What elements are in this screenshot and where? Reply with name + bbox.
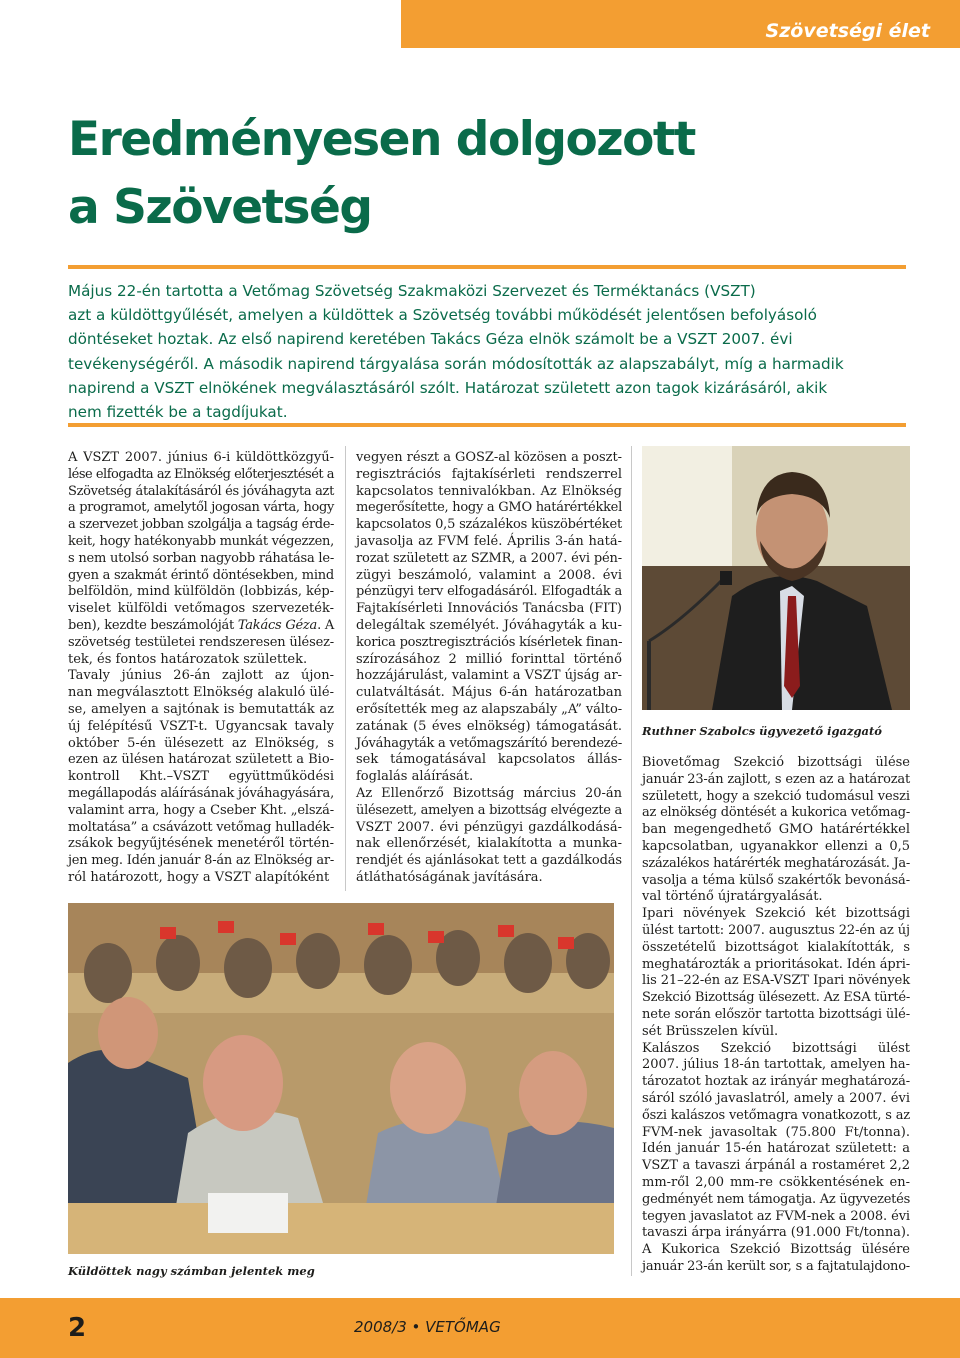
column-divider	[345, 446, 346, 891]
lead-paragraph	[68, 279, 913, 424]
body-text-line: kontroll Kht.–VSZT együttműködési	[68, 769, 334, 785]
body-text-line: jen meg. Idén január 8-án az Elnökség ar-	[68, 853, 334, 869]
body-column-1	[68, 450, 334, 887]
body-text-line: ban megengedhető GMO határértékkel	[642, 822, 910, 838]
body-text-line: hozzájárulást, valamint a VSZT újság ar-	[356, 668, 622, 684]
column-divider	[631, 446, 632, 1276]
body-text-line: új felépítésű VSZT-t. Ugyancsak tavaly	[68, 718, 334, 734]
lead-line: döntéseket hoztak. Az első napirend keretében Takács Géza elnök számolt be a VSZT 2007. évi	[68, 330, 793, 349]
body-text-line: vasolja a téma külső szakértők bevonásá-	[642, 872, 910, 888]
body-text-line: rozat született az SZMR, a 2007. évi pén-	[356, 550, 622, 566]
body-text-line: Jóváhagyták a vetőmagszárító berendezé-	[356, 735, 622, 751]
body-text-line: ben), kezdte beszámolóját Takács Géza. A	[68, 617, 334, 633]
body-text-line: tározatot hoztak az irányár meghatározá-	[642, 1074, 910, 1090]
body-text-line: zügyi beszámoló, valamint a 2008. évi	[356, 567, 622, 583]
body-text-line: megerősítette, hogy a GMO határértékkel	[356, 500, 622, 516]
body-text-line: s nem utolsó sorban nagyobb ráhatása le-	[68, 550, 334, 566]
body-text-line: belföldön, mind külföldön (lobbizás, kép-	[68, 584, 334, 600]
section-label: Szövetségi élet	[765, 20, 930, 42]
body-text-line: kapcsolatos tennivalókban. Az Elnökség	[356, 483, 622, 499]
body-text-line: Kalászos Szekció bizottsági ülést	[642, 1040, 910, 1056]
body-text-line: a programot, amelytől jogosan várta, hogy	[68, 500, 334, 516]
body-text-line: átláthatóságának javítására.	[356, 869, 543, 885]
body-text-line: keit, hogy hatékonyabb munkát végezzen,	[68, 533, 334, 549]
body-text-line: Fajtakísérleti Innovációs Tanácsba (FIT)	[356, 601, 622, 617]
headline-line-2: a Szövetség	[68, 180, 372, 235]
body-text-line: vegyen részt a GOSZ-al közösen a poszt-	[356, 450, 622, 465]
body-column-2	[356, 450, 622, 887]
body-text-line: VSZT 2007. évi pénzügyi gazdálkodásá-	[356, 819, 622, 835]
body-text-line: zsákok begyűjtésének menetéről történ-	[68, 836, 334, 852]
headline	[68, 106, 908, 242]
body-text-line: meghatározták a prioritásokat. Idén ápri-	[642, 956, 911, 972]
lead-line: azt a küldöttgyűlését, amelyen a küldöttek a Szövetség további működését jelentősen befolyásoló	[68, 306, 817, 325]
body-text-line: delegáltak személyét. Jóváhagyták a ku-	[356, 617, 622, 633]
body-text-line: viselet külföldi vetőmagos szervezeték-	[68, 601, 334, 617]
body-text-line: Az Ellenőrző Bizottság március 20-án	[356, 785, 622, 801]
section-tab	[401, 0, 960, 48]
body-text-line: sét Brüsszelen kívül.	[642, 1023, 779, 1039]
body-text-line: október 5-én ülésezett az Elnökség, s	[68, 735, 334, 751]
speaker-photo	[642, 446, 910, 710]
body-text-line: lis 21–22-én az ESA-VSZT Ipari növények	[642, 973, 910, 989]
body-text-line: született, hogy a szekció tudomásul veszi	[642, 788, 910, 804]
body-text-line: culatváltását. Május 6-án határozatban	[356, 685, 622, 701]
body-text-line: Tavaly június 26-án zajlott az újon-	[68, 668, 334, 684]
body-text-line: lése elfogadta az Elnökség előterjesztését a	[68, 466, 334, 482]
body-text-line: ülésezett, amelyen a bizottság elvégezte a	[356, 802, 622, 818]
page-number: 2	[68, 1313, 87, 1343]
body-text-line: sáról szóló javaslatról, amely a 2007. évi	[642, 1090, 910, 1106]
body-text-line: pénzügyi terv elfogadásáról. Elfogadták a	[356, 584, 622, 600]
body-text-line: zatának (5 éves elnökség) támogatását.	[356, 718, 622, 734]
lead-line: Május 22-én tartotta a Vetőmag Szövetség Szakmaközi Szervezet és Terméktanács (VSZT)	[68, 282, 756, 300]
body-text-line: kapcsolatban, ugyanakkor ellenzi a 0,5	[642, 838, 910, 854]
body-text-line: A Kukorica Szekció Bizottság ülésére	[642, 1242, 910, 1258]
body-text-line: korica posztregisztrációs kísérletek finan-	[356, 634, 623, 650]
body-text-line: VSZT a tavaszi árpánál a rostaméret 2,2	[642, 1158, 910, 1174]
body-text-line: javasolja az FVM felé. Április 3-án hatá-	[356, 533, 622, 549]
delegates-photo	[68, 903, 614, 1254]
body-text-line: őszi kalászos vetőmagra vonatkozott, s az	[642, 1107, 910, 1123]
body-text-line: kapcsolatos 0,5 százalékos küszöbértéket	[356, 517, 622, 533]
body-text-line: Szövetség átalakításáról és jóváhagyta azt	[68, 483, 334, 499]
body-text-line: Biovetőmag Szekció bizottsági ülése	[642, 755, 910, 770]
body-text-line: gedményét nem támogatja. Az ügyvezetés	[642, 1191, 910, 1207]
lead-bottom-rule	[68, 423, 906, 427]
body-text-line: nan megválasztott Elnökség alakuló ülé-	[68, 685, 334, 701]
body-text-line: 2007. július 18-án tartottak, amelyen ha-	[642, 1057, 910, 1073]
body-text-line: tegyen javaslatot az FVM-nek a 2008. évi	[642, 1208, 910, 1224]
body-text-line: százalékos határérték meghatározását. Ja-	[642, 855, 910, 871]
body-text-line: nak ellenőrzését, kialakította a munka-	[356, 836, 622, 852]
body-text-line: Szekció Bizottság ülésezett. Az ESA türté-	[642, 990, 910, 1006]
body-text-line: tek, és fontos határozatok születtek.	[68, 651, 308, 667]
body-text-line: sek támogatásával kapcsolatos állás-	[356, 752, 622, 768]
body-text-line: szírozásához 2 millió forinttal történő	[356, 651, 622, 667]
body-text-line: Ipari növények Szekció két bizottsági	[642, 906, 910, 922]
body-text-line: január 23-án került sor, s a fajtatulajdono-	[642, 1258, 910, 1274]
body-text-line: erősítették meg az alapszabály „A” válto-	[356, 701, 622, 717]
body-text-line: foglalás aláírását.	[356, 769, 474, 785]
body-text-line: A VSZT 2007. június 6-i küldöttközgyű-	[68, 450, 334, 465]
lead-line: tevékenységéről. A második napirend tárgyalása során módosították az alapszabályt, míg a harmadik	[68, 354, 844, 373]
body-text-line: tavaszi árpa irányárra (91.000 Ft/tonna).	[642, 1225, 910, 1241]
lead-line: nem fizették be a tagdíjukat.	[68, 403, 288, 422]
body-text-line: mm-ről 2,00 mm-re csökkentésének en-	[642, 1174, 910, 1190]
body-text-line: ról határozott, hogy a VSZT alapítóként	[68, 869, 330, 885]
speaker-caption: Ruthner Szabolcs ügyvezető igazgató	[642, 724, 882, 738]
delegates-caption: Küldöttek nagy számban jelentek meg	[68, 1264, 315, 1278]
body-text-line: gyen a szakmát érintő döntésekben, mind	[68, 567, 334, 583]
body-text-line: FVM-nek javasoltak (75.800 Ft/tonna).	[642, 1124, 910, 1140]
lead-line: napirend a VSZT elnökének megválasztásáról szólt. Határozat született azon tagok kizárásáról, akik	[68, 378, 828, 397]
magazine-issue: 2008/3 • VETŐMAG	[354, 1318, 501, 1336]
lead-top-rule	[68, 265, 906, 269]
body-column-3	[642, 755, 910, 1276]
headline-line-1: Eredményesen dolgozott	[68, 112, 695, 167]
body-text-line: nete során először tartotta bizottsági ülé-	[642, 1006, 910, 1022]
body-text-line: val történő újratárgyalását.	[642, 889, 823, 905]
body-text-line: ülést tartott: 2007. augusztus 22-én az új	[642, 922, 910, 938]
body-text-line: a szervezet jobban szolgálja a tagság érde-	[68, 517, 334, 533]
body-text-line: január 23-án zajlott, s ezen az a határozat	[642, 771, 910, 787]
body-text-line: Idén január 15-én határozat született: a	[642, 1141, 910, 1157]
body-text-line: összetételű bizottságot kialakították, s	[642, 939, 910, 955]
body-text-line: se, amelyen a sajtónak is bemutatták az	[68, 701, 334, 717]
body-text-line: ezen az ülésen határozat született a Bio-	[68, 752, 334, 768]
body-text-line: moltatása” a csávázott vetőmag hulladék-	[68, 819, 334, 835]
body-text-line: az elnökség döntését a kukorica vetőmag-	[642, 805, 910, 821]
body-text-line: szövetség testületei rendszeresen ülésez-	[68, 634, 334, 650]
body-text-line: rendjét és ajánlásokat tett a gazdálkodás	[356, 853, 622, 869]
body-text-line: valamint arra, hogy a Cseber Kht. „elszá-	[68, 802, 334, 818]
body-text-line: megállapodás aláírásának jóváhagyására,	[68, 785, 334, 801]
body-text-line: regisztrációs fajtakísérleti rendszerrel	[356, 466, 622, 482]
